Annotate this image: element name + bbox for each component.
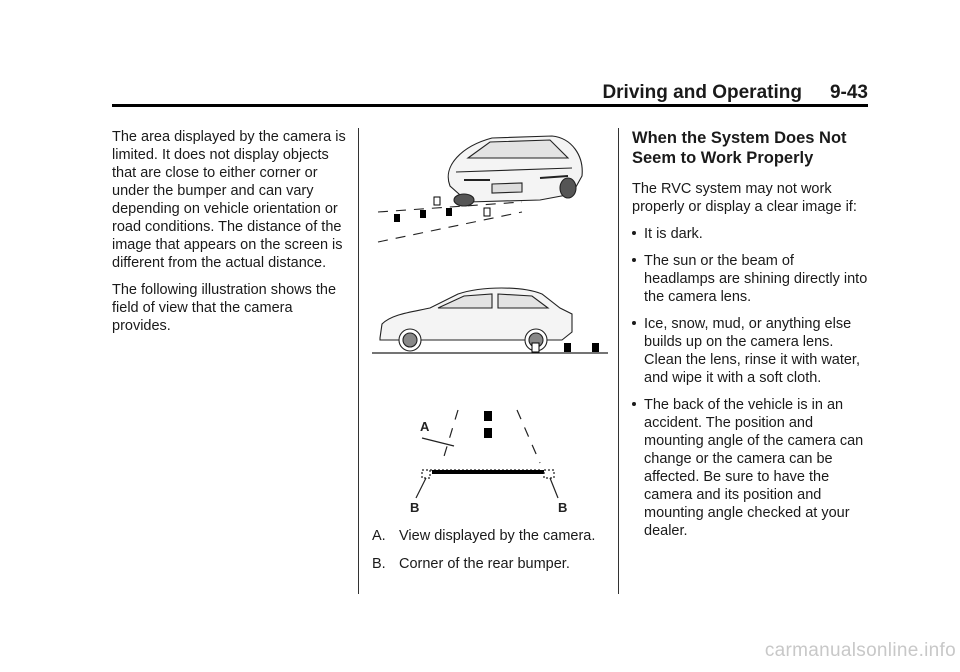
caption-item — [372, 527, 608, 545]
list-item: The sun or the beam of headlamps are shining directly into the camera lens. — [632, 252, 868, 306]
caption-text: View displayed by the camera. — [399, 528, 596, 544]
car-rear-perspective-drawing — [378, 136, 582, 242]
paragraph-camera-area: The area displayed by the camera is limited. It does not display objects that are close to either corner or under the bumper and can vary depending on vehicle orientation or road conditions. The distance of the image that appears on the screen is different from the actual distance. — [112, 129, 346, 271]
top-view-field-diagram — [416, 410, 558, 498]
list-item: The back of the vehicle is in an accident. The position and mounting angle of the camera can change or the camera can be affected. Be sure to have the camera and its position and mounting angle checked at your dealer. — [632, 396, 868, 540]
page-header — [112, 80, 868, 104]
list-item: Ice, snow, mud, or anything else builds up on the camera lens. Clean the lens, rinse it with water, and wipe it with a soft cloth. — [632, 315, 868, 387]
label-b-right: B — [558, 500, 568, 513]
section-title: Driving and Operating — [602, 82, 802, 103]
paragraph-illustration-intro: The following illustration shows the field of view that the camera provides. — [112, 282, 337, 334]
page-number: 9-43 — [829, 82, 868, 103]
column-divider — [618, 128, 619, 594]
bullet-icon — [632, 231, 636, 235]
column-middle — [372, 128, 608, 513]
caption-text: Corner of the rear bumper. — [399, 556, 570, 572]
watermark: carmanualsonline.info — [764, 640, 956, 661]
label-a: A — [420, 419, 430, 434]
section-intro: The RVC system may not work properly or display a clear image if: — [632, 181, 857, 215]
bullet-icon — [632, 321, 636, 325]
bullet-icon — [632, 402, 636, 406]
camera-view-illustration — [372, 128, 608, 513]
caption-letter: A. — [372, 528, 386, 544]
figure-captions — [372, 527, 608, 583]
list-item: It is dark. — [632, 225, 868, 243]
section-heading: When the System Does Not Seem to Work Properly — [632, 129, 847, 167]
header-rule — [112, 104, 868, 107]
caption-letter: B. — [372, 556, 386, 572]
column-left — [112, 128, 348, 344]
bullet-icon — [632, 258, 636, 262]
caption-item — [372, 555, 608, 573]
conditions-list — [632, 225, 868, 540]
label-b-left: B — [410, 500, 420, 513]
column-right — [632, 128, 868, 549]
column-divider — [358, 128, 359, 594]
car-side-view-drawing — [372, 288, 608, 353]
